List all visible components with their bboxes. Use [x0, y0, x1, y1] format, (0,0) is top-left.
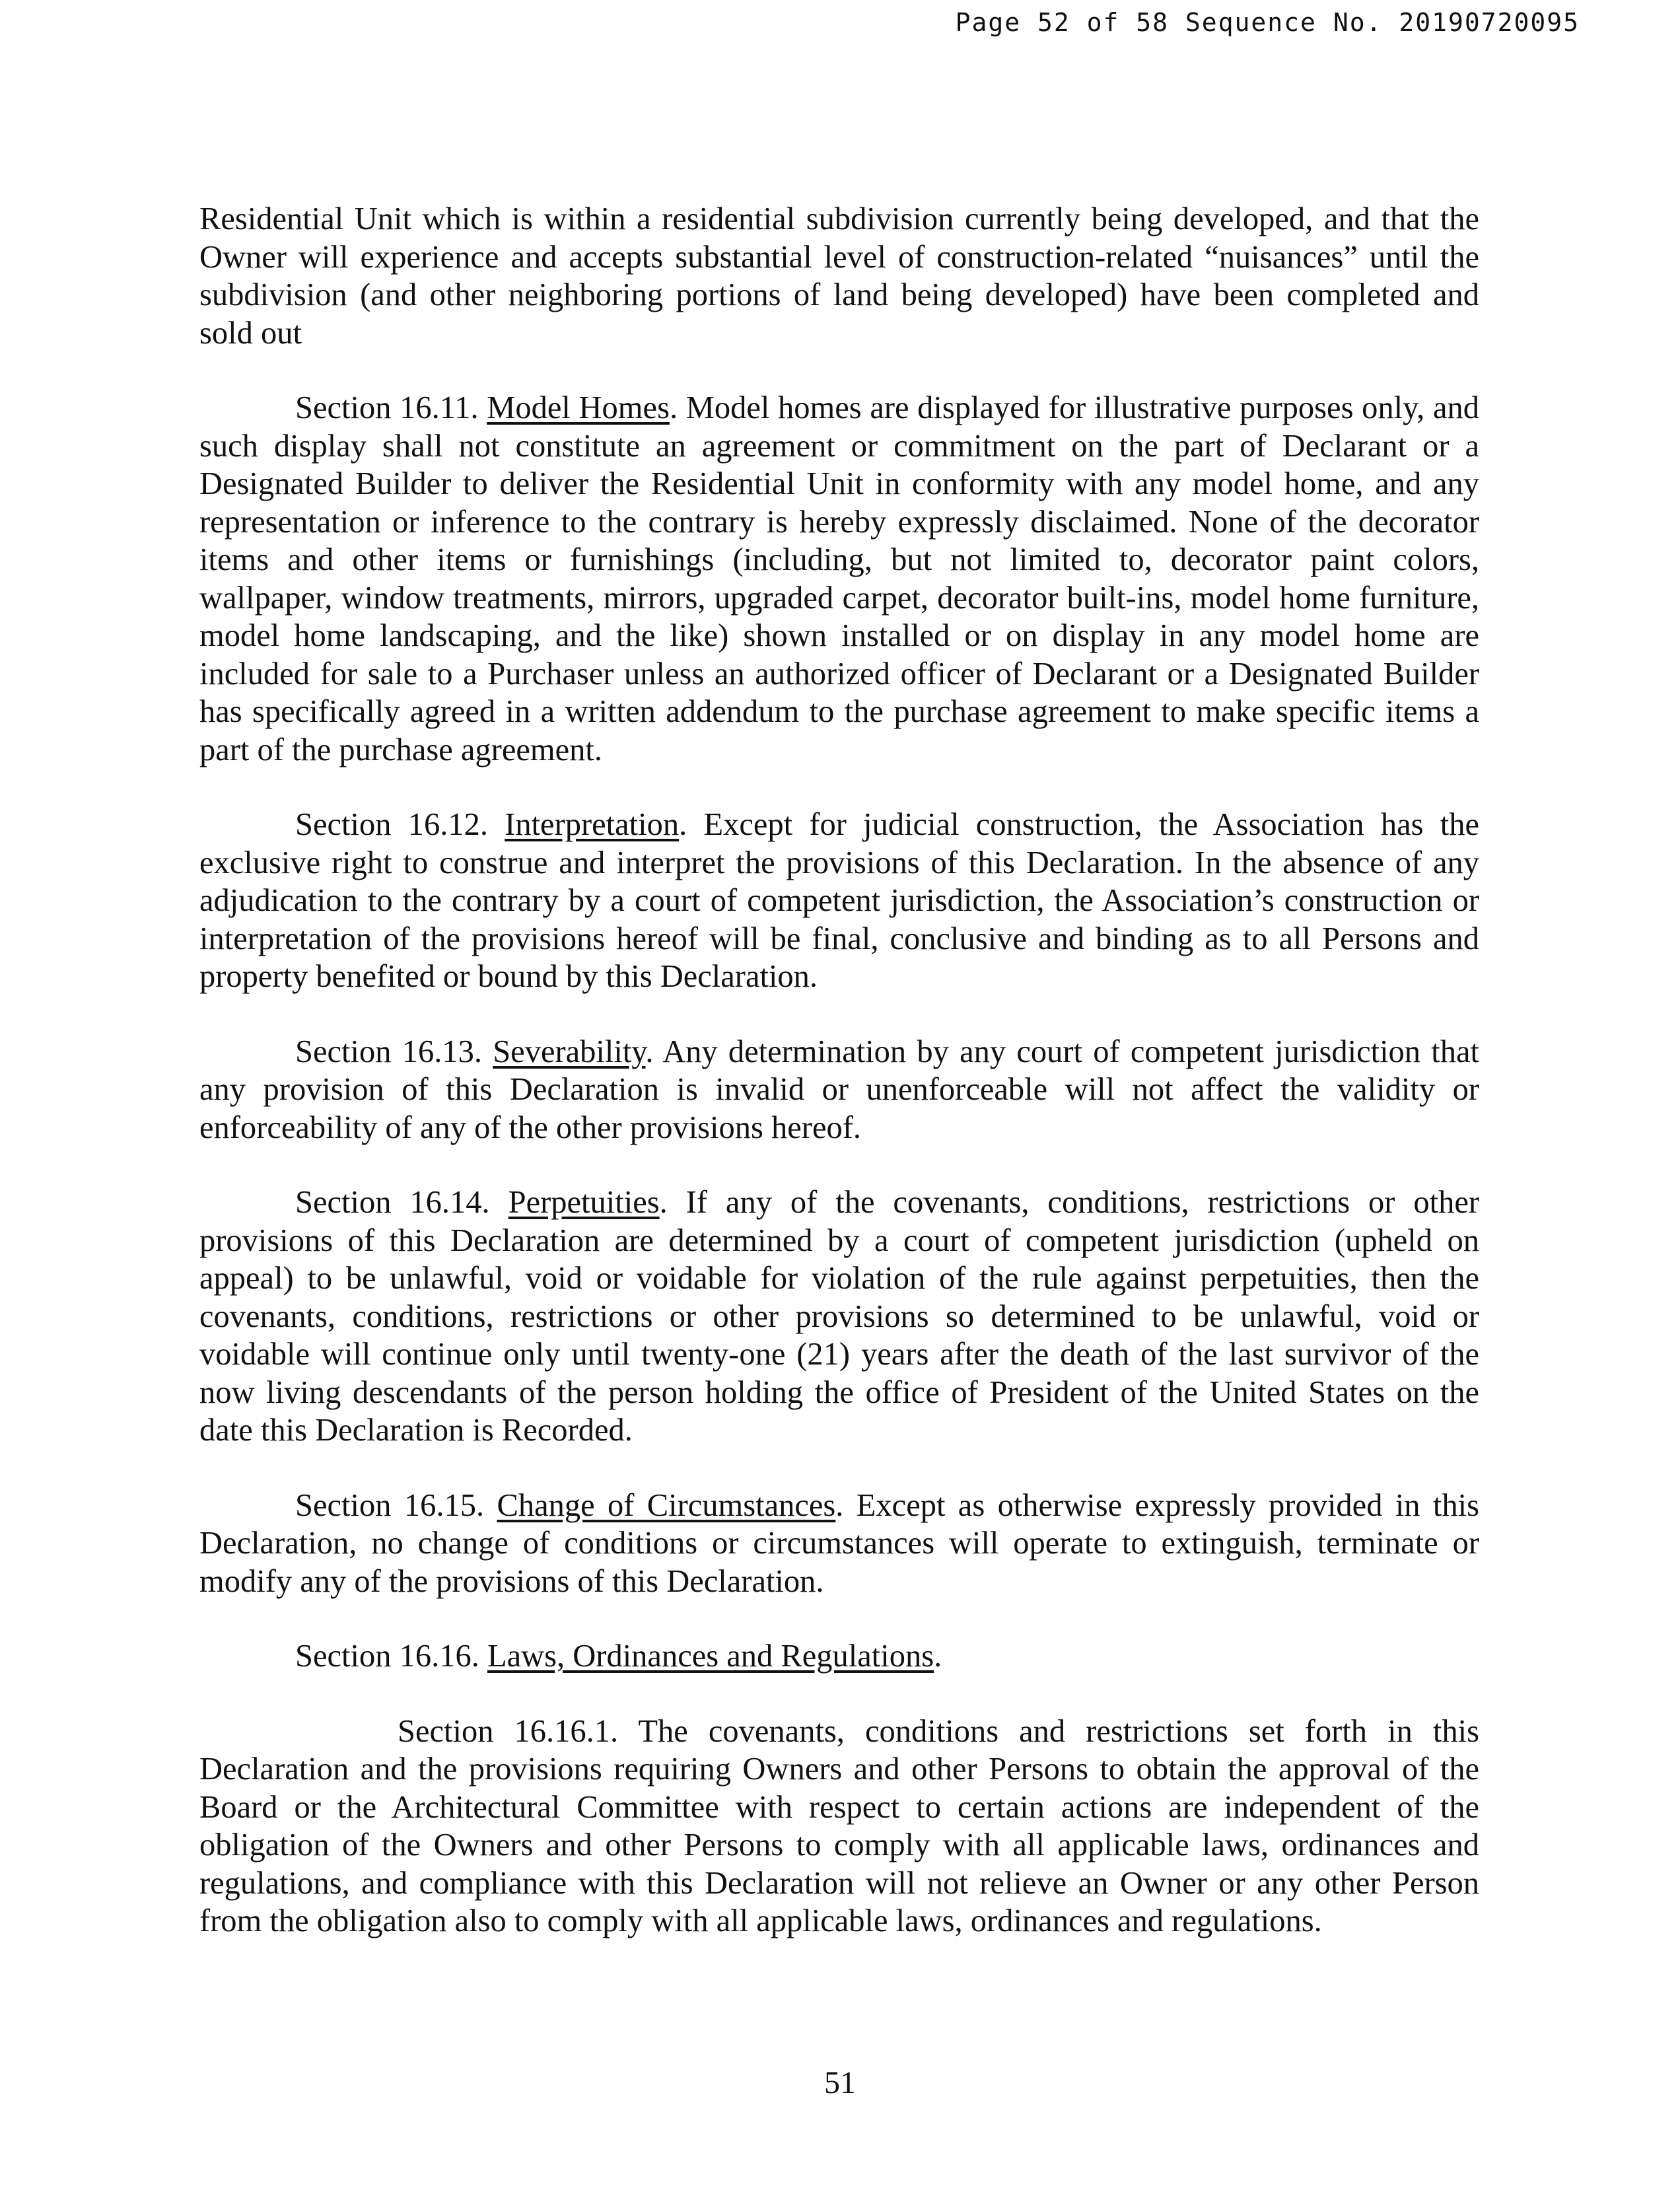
section-label: Section 16.14.: [295, 1185, 508, 1220]
section-16-12-interpretation: [199, 806, 1479, 996]
section-label: Section 16.16.: [295, 1639, 487, 1674]
page-sequence-header: Page 52 of 58 Sequence No. 20190720095: [955, 8, 1580, 37]
paragraph-body: Residential Unit which is within a residential subdivision currently being developed, and that the Owner will experience and accepts substantial level of construction-related “nuisances” until the subdivision (and other neighboring portions of land being developed) have been completed and sold out: [199, 201, 1479, 351]
section-label: Section 16.12.: [295, 807, 505, 842]
paragraph-continuation: [199, 200, 1479, 352]
paragraph-body: . Model homes are displayed for illustrative purposes only, and such display shall not constitute an agreement or commitment on the part of Declarant or a Designated Builder to deliver the Residential Unit in conformity with any model home, and any representation or inference to the contrary is hereby expressly disclaimed. None of the decorator items and other items or furnishings (including, but not limited to, decorator paint colors, wallpaper, window treatments, mirrors, upgraded carpet, decorator built-ins, model home furniture, model home landscaping, and the like) shown installed or on display in any model home are included for sale to a Purchaser unless an authorized officer of Declarant or a Designated Builder has specifically agreed in a written addendum to the purchase agreement to make specific items a part of the purchase agreement.: [199, 390, 1479, 767]
paragraph-body: . Except for judicial construction, the Association has the exclusive right to construe and interpret the provisions of this Declaration. In the absence of any adjudication to the contrary by a court of competent jurisdiction, the Association’s construction or interpretation of the provisions hereof will be final, conclusive and binding as to all Persons and property benefited or bound by this Declaration.: [199, 807, 1479, 994]
section-heading: Severability: [493, 1034, 646, 1069]
section-16-13-severability: [199, 1033, 1479, 1147]
section-heading: Perpetuities: [508, 1185, 660, 1220]
section-heading: Change of Circumstances: [497, 1487, 836, 1523]
section-16-16-1: [199, 1713, 1479, 1940]
section-16-16-laws-ordinances: [199, 1637, 1479, 1676]
paragraph-body: . Any determination by any court of competent jurisdiction that any provision of this Declaration is invalid or unenforceable will not affect the validity or enforceability of any of the other provisions hereof.: [199, 1034, 1479, 1145]
paragraph-body: . If any of the covenants, conditions, restrictions or other provisions of this Declaration are determined by a court of competent jurisdiction (upheld on appeal) to be unlawful, void or voidable for violation of the rule against perpetuities, then the covenants, conditions, restrictions or other provisions so determined to be unlawful, void or voidable will continue only until twenty-one (21) years after the death of the last survivor of the now living descendants of the person holding the office of President of the United States on the date this Declaration is Recorded.: [199, 1185, 1480, 1448]
section-heading: Interpretation: [505, 807, 680, 842]
section-16-11-model-homes: [199, 389, 1479, 769]
paragraph-body: .: [934, 1639, 942, 1674]
page-number: 51: [824, 2065, 856, 2100]
section-label: Section 16.13.: [295, 1034, 493, 1069]
section-16-14-perpetuities: [199, 1184, 1479, 1450]
section-label: Section 16.11.: [295, 390, 487, 425]
document-body: [199, 200, 1479, 1940]
section-heading: Model Homes: [487, 390, 670, 425]
section-16-15-change-of-circumstances: [199, 1487, 1479, 1601]
paragraph-body: The covenants, conditions and restrictions set forth in this Declaration and the provisions requiring Owners and other Persons to obtain the approval of the Board or the Architectural Committee with respect to certain actions are independent of the obligation of the Owners and other Persons to comply with all applicable laws, ordinances and regulations, and compliance with this Declaration will not relieve an Owner or any other Person from the obligation also to comply with all applicable laws, ordinances and regulations.: [199, 1713, 1480, 1938]
section-heading: Laws, Ordinances and Regulations: [487, 1639, 934, 1674]
section-label: Section 16.15.: [295, 1487, 497, 1523]
section-label: Section 16.16.1.: [398, 1713, 639, 1749]
paragraph-body: . Except as otherwise expressly provided in this Declaration, no change of conditions or circumstances will operate to extinguish, terminate or modify any of the provisions of this Declaration.: [199, 1487, 1479, 1599]
